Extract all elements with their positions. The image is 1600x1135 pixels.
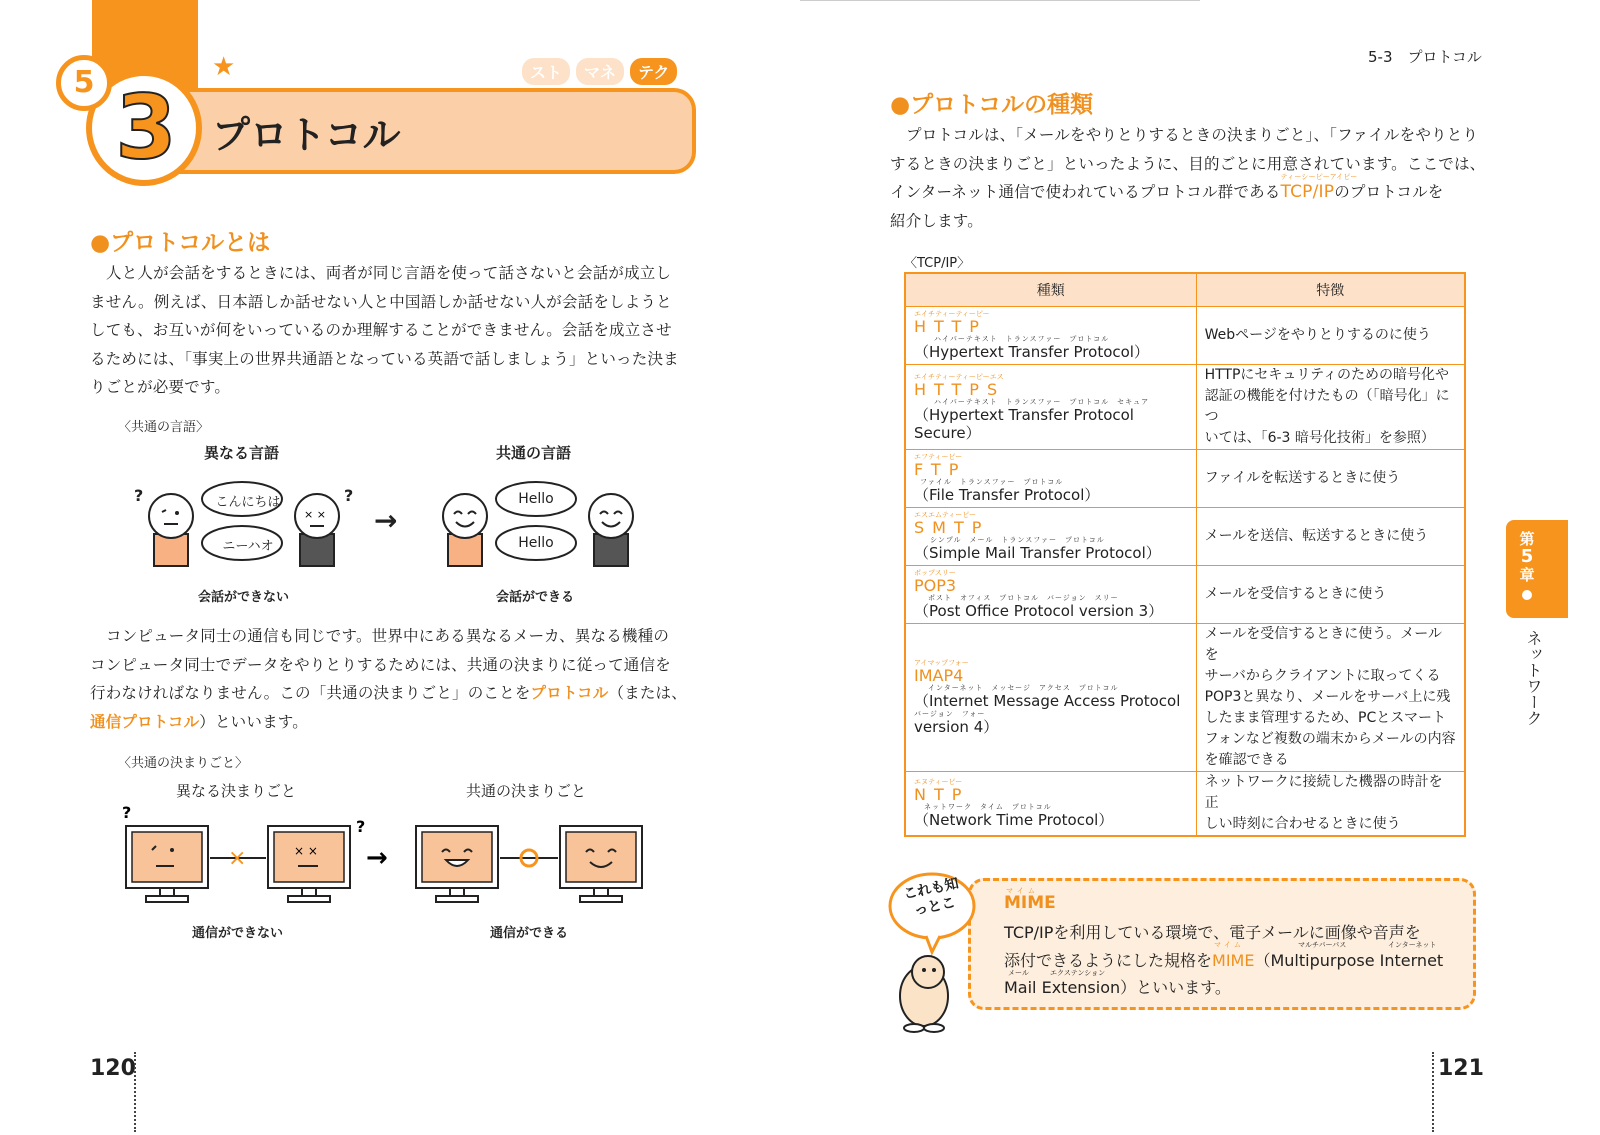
para2-line: コンピュータ同士の通信も同じです。世界中にある異なるメーカ、異なる機種の (106, 627, 670, 645)
protocol-kana: ポスト オフィス プロトコル バージョン スリー (928, 594, 1119, 602)
table-row (905, 365, 1465, 450)
protocol-reading: アイマップフォー (914, 659, 969, 667)
protocol-name-cell (905, 624, 1196, 772)
para1-line: 人と人が会話をするときには、両者が同じ言語を使って話さないと会話が成立し (106, 264, 672, 282)
figure1-right-result: 会話ができる (496, 590, 575, 605)
para2-text: ）といいます。 (199, 712, 308, 731)
happy-monitor-icon (416, 826, 498, 902)
tip-line-3: Mail Extension）といいます。 (1004, 978, 1231, 997)
chapter-vertical-title: ネットワーク (1524, 630, 1543, 726)
table-row (905, 508, 1465, 566)
tip-ruby: エクステンション (1050, 969, 1106, 977)
desc-line: メールを受信するときに使う。メールを (1204, 626, 1443, 663)
desc-line: メールを送信、転送するときに使う (1204, 528, 1429, 544)
protocol-full-name: （Internet Message Access Protocol (914, 692, 1181, 710)
section-number: 3 (115, 76, 177, 179)
table-header-type: 種類 (905, 273, 1196, 307)
protocol-reading: エイチティーティーピーエス (914, 372, 1004, 381)
desc-line: POP3と異なり、メールをサーバ上に残 (1204, 689, 1451, 705)
table-row (905, 624, 1465, 772)
para3-line: 紹介します。 (890, 211, 983, 230)
protocol-desc-cell (1196, 624, 1465, 772)
para2-line: コンピュータ同士でデータをやりとりするためには、共通の決まりに従って通信を (90, 655, 671, 674)
protocol-kana: インターネット メッセージ アクセス プロトコル (928, 684, 1119, 692)
protocol-desc-cell (1196, 772, 1465, 837)
chapter-tab-dot-icon (1522, 590, 1532, 600)
protocol-reading: エヌティーピー (914, 778, 963, 786)
arrow-right-icon: → (374, 504, 398, 537)
protocol-kana: ハイパーテキスト トランスファー プロトコル (934, 335, 1110, 343)
badge-technology: テク (630, 58, 677, 85)
confused-monitor-icon (126, 826, 208, 902)
page-number-divider (134, 1052, 136, 1132)
protocol-abbr: SMTP (914, 518, 990, 537)
svg-text:× ×: × × (294, 844, 318, 858)
para2-line (90, 708, 690, 737)
table-row (905, 772, 1465, 837)
figure1-right-label: 共通の言語 (496, 444, 572, 462)
tcpip-text: TCP/IP (1280, 182, 1335, 202)
para3-line: プロトコルは、「メールをやりとりするときの決まりごと」、「ファイルをやりとり (906, 126, 1479, 144)
para2-text: （または、 (608, 684, 687, 702)
figure1-caption: 〈共通の言語〉 (118, 420, 210, 435)
running-head: 5-3 プロトコル (1368, 48, 1482, 66)
para1-line: るためには、「事実上の世界共通語となっている英語で話しましょう」といった決ま (90, 349, 679, 368)
protocol-abbr: NTP (914, 785, 970, 804)
protocol-name-cell (905, 307, 1196, 365)
svg-text:× ×: × × (304, 508, 326, 521)
chapter-number: 5 (56, 55, 112, 111)
protocol-desc-cell (1196, 365, 1465, 450)
desc-line: HTTPにセキュリティのための暗号化や (1204, 367, 1450, 383)
happy-person-icon (443, 494, 487, 566)
page-number-left: 120 (90, 1056, 136, 1081)
protocol-name-cell (905, 450, 1196, 508)
protocol-kana: シンプル メール トランスファー プロトコル (930, 536, 1105, 544)
section-heading-protocol-types: ●プロトコルの種類 (890, 92, 1094, 118)
table-header-feature: 特徴 (1196, 273, 1465, 307)
desc-line: フォンなど複数の端末からメールの内容 (1204, 731, 1456, 747)
table-caption: 〈TCP/IP〉 (904, 256, 971, 271)
protocol-reading: エフティーピー (914, 453, 963, 461)
protocol-name-cell (905, 508, 1196, 566)
protocol-full-name: （Hypertext Transfer Protocol Secure） (914, 405, 1134, 442)
protocol-abbr: FTP (914, 460, 967, 479)
smiling-person-icon (589, 494, 633, 566)
tip-ruby: メール (1008, 969, 1029, 977)
figure1-left-label: 異なる言語 (204, 444, 280, 462)
protocol-kana: バージョン フォー (914, 710, 986, 718)
bubble-nihao: ニーハオ (222, 539, 274, 554)
protocol-full-name: （File Transfer Protocol） (914, 486, 1100, 504)
para1-line: ません。例えば、日本語しか話せない人と中国語しか話せない人が会話をしようと (90, 292, 672, 311)
difficulty-star-icon: ★ (212, 52, 236, 82)
tip-text: 添付できるようにした規格を (1004, 951, 1213, 970)
para2-text: 行わなければなりません。この「共通の決まりごと」のことを (90, 684, 531, 702)
protocol-kana: ネットワーク タイム プロトコル (924, 803, 1052, 811)
tip-ruby: インターネット (1388, 941, 1437, 949)
smiling-monitor-icon (560, 826, 642, 902)
term-communication-protocol: 通信プロトコル (90, 712, 200, 731)
figure2-left-result: 通信ができない (192, 926, 284, 941)
para3-line (890, 173, 1490, 207)
desc-line: Webページをやりとりするのに使う (1204, 327, 1431, 343)
protocol-full-name: version 4） (914, 718, 999, 736)
protocol-abbr: HTTPS (914, 379, 1006, 399)
bubble-konnichiwa: こんにちは (215, 495, 281, 510)
paragraph-2 (90, 622, 690, 736)
tip-text: （Multipurpose Internet (1254, 951, 1444, 970)
desc-line: したまま管理するため、PCとスマート (1204, 710, 1446, 726)
confused-person-icon (149, 494, 193, 566)
tip-line-1: TCP/IPを利用している環境で、電子メールに画像や音声を (1004, 923, 1421, 942)
protocol-desc-cell (1196, 307, 1465, 365)
para3-text: のプロトコルを (1334, 183, 1444, 201)
figure2-left-label: 異なる決まりごと (176, 782, 297, 800)
table-header-row (905, 273, 1465, 307)
section-heading-what-is-protocol: ●プロトコルとは (90, 230, 271, 256)
desc-line: ファイルを転送するときに使う (1204, 470, 1401, 486)
protocol-full-name: （Hypertext Transfer Protocol） (914, 343, 1149, 361)
svg-text:→: → (366, 843, 388, 873)
figure1-left-result: 会話ができない (198, 590, 290, 605)
svg-text:?: ? (356, 817, 366, 836)
para2-line (90, 679, 690, 708)
protocol-desc-cell (1196, 508, 1465, 566)
term-mime: MIME (1212, 951, 1255, 970)
tip-ruby: マルチパーパス (1298, 941, 1347, 949)
paragraph-3 (890, 121, 1490, 235)
term-protocol: プロトコル (530, 684, 609, 702)
tip-bubble-label: これも知っとこ (902, 875, 961, 919)
desc-line: いては、「6-3 暗号化技術」を参照） (1204, 430, 1435, 446)
badge-strategy: スト (522, 58, 570, 85)
protocol-desc-cell (1196, 566, 1465, 624)
desc-line: メールを受信するときに使う (1204, 586, 1387, 602)
chapter-tab-bottom: 章 (1519, 566, 1535, 584)
desc-line: を確認できる (1204, 752, 1289, 768)
dizzy-person-icon (295, 494, 339, 566)
protocol-full-name: （Post Office Protocol version 3） (914, 602, 1164, 620)
paragraph-1 (90, 259, 690, 402)
tip-ruby: マイム (1214, 941, 1244, 949)
para3-line: するときの決まりごと」といったように、目的ごとに用意されています。ここでは、 (890, 154, 1486, 173)
protocol-kana: ファイル トランスファー プロトコル (920, 478, 1064, 486)
protocol-full-name: （Network Time Protocol） (914, 811, 1114, 829)
svg-text:×: × (228, 846, 247, 871)
chapter-tab-number: 5 (1520, 546, 1534, 567)
chapter-tab-label (1512, 530, 1542, 600)
protocol-desc-cell (1196, 450, 1465, 508)
desc-line: ネットワークに接続した機器の時計を正 (1204, 774, 1443, 811)
protocol-table (904, 272, 1466, 837)
table-row (905, 450, 1465, 508)
bubble-hello-1: Hello (518, 491, 554, 507)
page-number-divider (1432, 1052, 1434, 1132)
protocol-reading: ポップスリー (914, 569, 956, 577)
protocol-name-cell (905, 566, 1196, 624)
chapter-tab-top: 第 (1519, 530, 1535, 548)
page-title: プロトコル (212, 113, 401, 157)
protocol-name-cell (905, 772, 1196, 837)
protocol-abbr: POP3 (914, 576, 957, 595)
term-tcpip (1280, 173, 1358, 202)
question-mark-icon: ? (344, 486, 354, 505)
desc-line: しい時刻に合わせるときに使う (1204, 816, 1401, 832)
desc-line: サーバからクライアントに取ってくる (1204, 668, 1441, 684)
tcpip-ruby: ティーシーピーアイピー (1280, 173, 1358, 181)
protocol-abbr: HTTP (914, 317, 987, 336)
bubble-hello-2: Hello (518, 535, 554, 551)
top-rule (800, 0, 1200, 1)
figure2-right-label: 共通の決まりごと (466, 782, 587, 800)
figure2-caption: 〈共通の決まりごと〉 (118, 756, 249, 771)
protocol-reading: エスエムティーピー (914, 511, 977, 519)
badge-management: マネ (576, 58, 624, 85)
table-row (905, 566, 1465, 624)
protocol-reading: エイチティーティーピー (914, 310, 990, 318)
figure2-right-result: 通信ができる (490, 926, 569, 941)
dizzy-monitor-icon (268, 826, 350, 902)
protocol-full-name: （Simple Mail Transfer Protocol） (914, 544, 1161, 562)
mime-title-ruby: マイム (1006, 887, 1039, 895)
desc-line: 認証の機能を付けたもの（「暗号化」につ (1204, 388, 1450, 425)
svg-text:?: ? (122, 803, 132, 822)
table-row (905, 307, 1465, 365)
para3-text: インターネット通信で使われているプロトコル群である (890, 183, 1281, 201)
protocol-kana: ハイパーテキスト トランスファー プロトコル セキュア (934, 397, 1150, 406)
protocol-name-cell (905, 365, 1196, 450)
page-number-right: 121 (1438, 1056, 1484, 1081)
question-mark-icon: ? (134, 486, 144, 505)
figure2-illustration (116, 800, 656, 912)
para1-line: しても、お互いが何をいっているのか理解することができません。会話を成立させ (90, 321, 672, 339)
category-badges (522, 58, 677, 85)
para1-line: りごとが必要です。 (90, 378, 231, 396)
protocol-abbr: IMAP4 (914, 666, 964, 685)
tip-title: MIME (1004, 893, 1056, 913)
